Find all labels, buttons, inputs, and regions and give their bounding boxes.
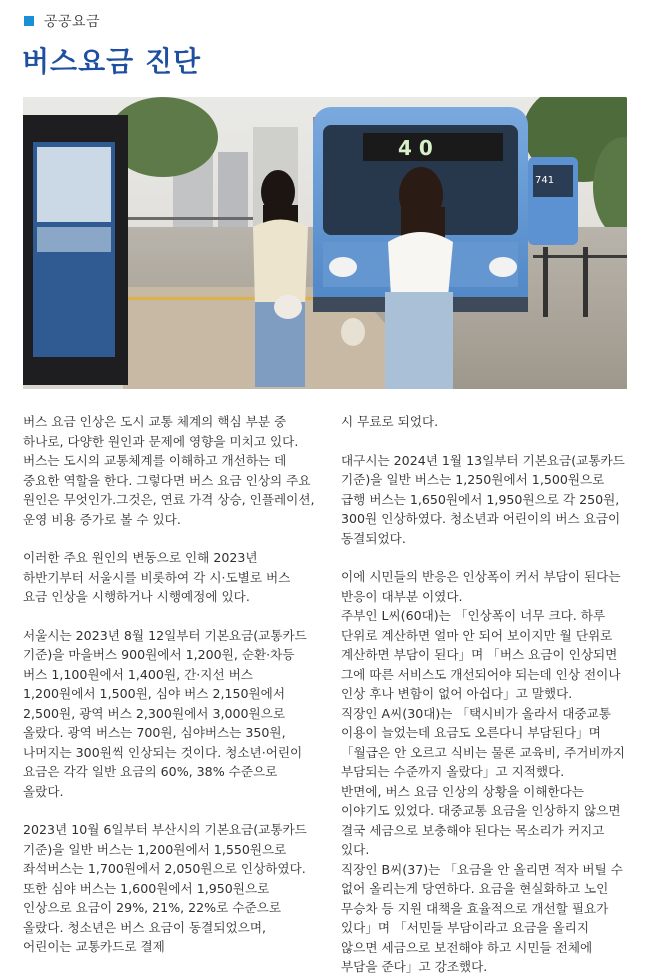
paragraph: 직장인 B씨(37)는 「요금을 안 올리면 적자 버틸 수 없어 올리는게 당연하다. 요금을 현실화하고 노인 무승차 등 지원 대책을 효율적으로 개선할 필요가 있다」며 「서민들 부담이라고 요금을 올리지 않으면 세금으로 보전해야 하고 시민들 전체에 부담을 준다」고 강조했다.: [341, 861, 623, 974]
paragraph: 버스 요금 인상은 도시 교통 체계의 핵심 부분 중 하나로, 다양한 원인과 문제에 영향을 미치고 있다. 버스는 도시의 교통체계를 이해하고 개선하는 데 중요한 역할을 한다. 그렇다면 버스 요금 인상의 주요 원인은 무엇인가.그것은, 연료 가격 상승, 인플레이션, 운영 비용 증가로 볼 수 있다.: [23, 414, 315, 527]
paragraph: 대구시는 2024년 1월 13일부터 기본요금(교통카드 기준)을 일반 버스는 1,250원에서 1,500원으로 급행 버스는 1,650원에서 1,950원으로 각 250원, 300원 인상하였다. 청소년과 어린이의 버스 요금이 동결되었다.: [341, 452, 625, 546]
article-column-right: [341, 412, 627, 977]
paragraph: 2023년 10월 6일부터 부산시의 기본요금(교통카드 기준)을 일반 버스는 1,200원에서 1,550원으로 좌석버스는 1,700원에서 2,050원으로 인상하였다. 또한 심야 버스는 1,600원에서 1,950원으로 인상으로 요금이 29%, 21%, 22%로 수준으로 올랐다. 청소년은 버스 요금이 동결되었으며, 어린이는 교통카드로 결제: [23, 822, 307, 954]
article-title: 버스요금 진단: [22, 45, 202, 78]
paragraph: 시 무료로 되었다.: [341, 414, 439, 429]
bus-stop-photo: [23, 97, 627, 389]
section-marker: [24, 16, 34, 26]
paragraph: 직장인 A씨(30대)는 「택시비가 올라서 대중교통 이용이 늘었는데 요금도 오른다니 부담된다」며 「월급은 안 오르고 식비는 물론 교육비, 주거비까지 부담되는 수준까지 올랐다」고 지적했다.: [341, 705, 625, 779]
bus-number-display: 4 0: [398, 136, 433, 160]
article-column-left: [23, 412, 315, 957]
paragraph: 반면에, 버스 요금 인상의 상황을 이해한다는 이야기도 있었다. 대중교통 요금을 인상하지 않으면 결국 세금으로 보충해야 된다는 목소리가 커지고 있다.: [341, 783, 621, 857]
section-tag: [24, 11, 100, 31]
paragraph: 서울시는 2023년 8월 12일부터 기본요금(교통카드 기준)을 마을버스 900원에서 1,200원, 순환·차등 버스 1,100원에서 1,400원, 간·지선 버스 1,200원에서 1,500원, 심야 버스 2,150원에서 2,500원, 광역 버스 2,300원에서 3,000원으로 올랐다. 광역 버스는 700원, 심야버스는 350원, 나머지는 300원씩 인상되는 것이다. 청소년·어린이 요금은 각각 일반 요금의 60%, 38% 수준으로 올랐다.: [23, 627, 307, 799]
section-label: 공공요금: [44, 14, 101, 30]
paragraph: 주부인 L씨(60대)는 「인상폭이 너무 크다. 하루 단위로 계산하면 얼마 안 되어 보이지만 월 단위로 계산하면 부담이 된다」며 「버스 요금이 인상되면 그에 따른 서비스도 개선되어야 되는데 인상 전이나 인상 후나 변함이 없어 아쉽다」고 말했다.: [341, 608, 621, 701]
paragraph: 이러한 주요 원인의 변동으로 인해 2023년 하반기부터 서울시를 비롯하여 각 시·도별로 버스 요금 인상을 시행하거나 시행예정에 있다.: [23, 550, 291, 604]
paragraph: 이에 시민들의 반응은 인상폭이 커서 부담이 된다는 반응이 대부분 이였다.: [341, 569, 621, 604]
side-bus-number: 741: [535, 175, 555, 186]
